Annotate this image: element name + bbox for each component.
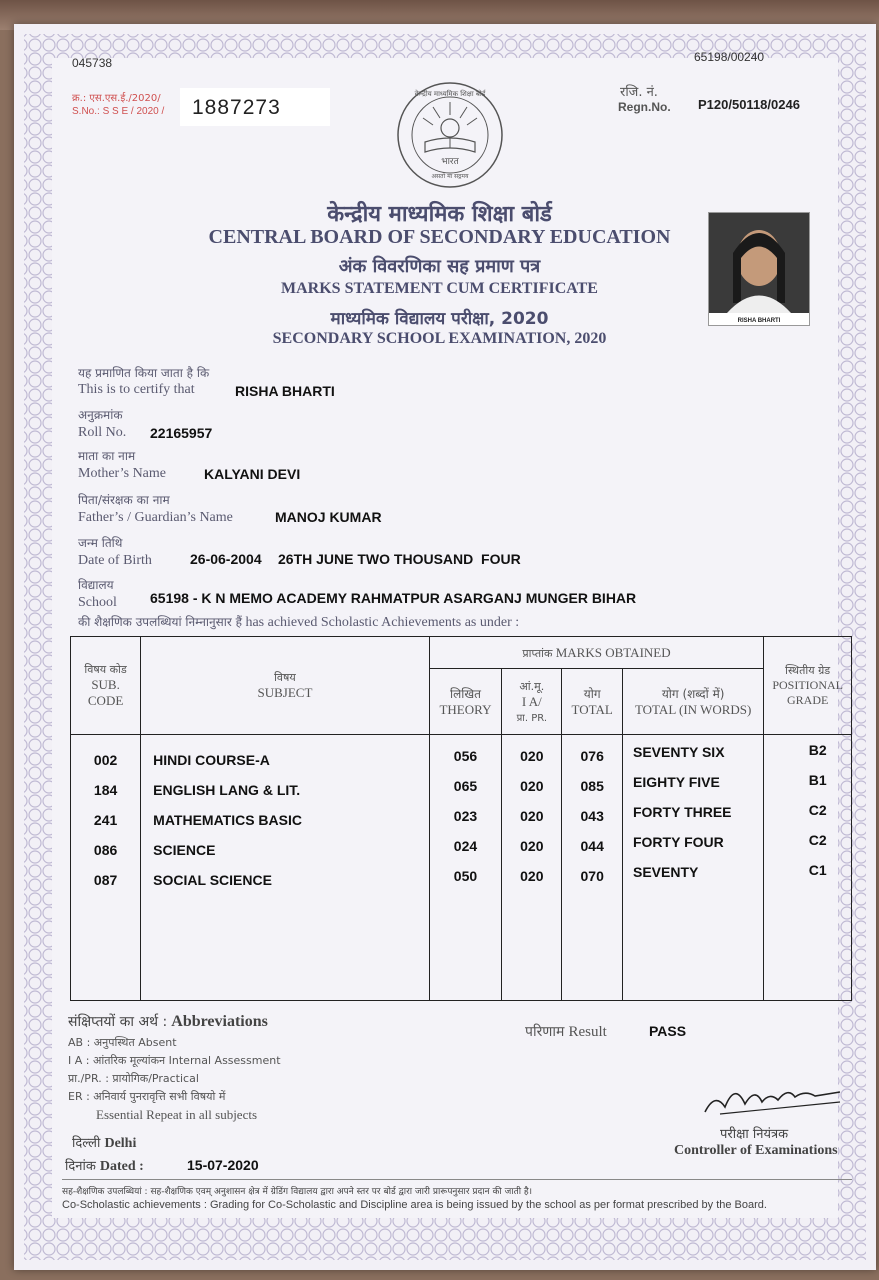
words-column [622,735,763,1001]
ia-mark: 020 [520,838,544,854]
total-in-words: FORTY FOUR [632,834,724,850]
regn-label-en: Regn.No. [618,100,671,114]
ia-column [502,735,562,1001]
ia-mark: 020 [520,868,544,884]
codes-column [71,735,141,1001]
board-name: CENTRAL BOARD OF SECONDARY EDUCATION [208,226,671,248]
abbr-item: AB : अनुपस्थित Absent [68,1036,177,1049]
certify-label-hindi: यह प्रमाणित किया जाता है कि [78,366,210,380]
regn-number: P120/50118/0246 [698,97,800,112]
theory-mark: 056 [453,748,478,764]
total-column [562,735,623,1001]
total-mark: 044 [580,838,604,854]
abbr-item-er: Essential Repeat in all subjects [96,1107,258,1122]
total-in-words: FORTY THREE [632,804,732,820]
subject-code: 086 [93,842,118,858]
dob-label: Date of Birth [78,553,152,568]
subject-code: 002 [93,752,118,768]
theory-mark: 065 [453,778,478,794]
col-header-grade: स्थितीय ग्रेड POSITIONAL GRADE [764,637,852,735]
total-mark: 076 [580,748,604,764]
positional-grade: B2 [808,742,827,758]
father-name: MANOJ KUMAR [275,509,382,525]
dob-value: 26-06-2004 [190,551,262,567]
father-label: Father’s / Guardian’s Name [78,510,233,525]
positional-grade: C1 [808,862,827,878]
positional-grade: C2 [808,832,827,848]
col-header-total: योग TOTAL [562,669,623,735]
subject-code: 241 [93,812,118,828]
col-header-marks-obtained: प्राप्तांक MARKS OBTAINED [429,637,764,669]
student-name: RISHA BHARTI [235,383,335,399]
col-header-theory: लिखित THEORY [429,669,502,735]
board-name-hindi: केन्द्रीय माध्यमिक शिक्षा बोर्ड [327,202,552,227]
school-name: 65198 - K N MEMO ACADEMY RAHMATPUR ASARGANJ MUNGER BIHAR [150,590,637,606]
controller-signature [700,1072,850,1122]
serial-top-left: 045738 [72,56,113,70]
theory-mark: 024 [453,838,478,854]
emblem-bottom-text: भारत [441,157,459,167]
total-in-words: SEVENTY [632,864,699,880]
result-label: परिणाम Result [525,1024,607,1040]
subject-name: MATHEMATICS BASIC [153,812,302,828]
total-in-words: EIGHTY FIVE [632,774,720,790]
mother-label: Mother’s Name [78,466,166,481]
positional-grade: C2 [808,802,827,818]
subject-name: SOCIAL SCIENCE [153,872,272,888]
subject-name: ENGLISH LANG & LIT. [153,782,301,798]
dated-label: दिनांक Dated : [65,1159,144,1174]
school-label: School [78,595,117,610]
student-photo [708,212,810,326]
roll-number: 22165957 [150,425,213,441]
certificate-title: MARKS STATEMENT CUM CERTIFICATE [281,280,598,297]
dob-label-hindi: जन्म तिथि [78,536,123,550]
subject-name: SCIENCE [153,842,216,858]
exam-title: SECONDARY SCHOOL EXAMINATION, 2020 [272,330,607,347]
sno-label-en: S.No.: S S E / 2020 / [72,106,165,117]
result-value: PASS [649,1023,687,1039]
col-header-code: विषय कोड SUB. CODE [71,637,141,735]
certificate-title-hindi: अंक विवरणिका सह प्रमाण पत्र [338,256,541,277]
ia-mark: 020 [520,748,544,764]
place-line: दिल्ली Delhi [72,1136,137,1151]
ia-mark: 020 [520,808,544,824]
total-mark: 070 [580,868,604,884]
abbr-item: प्रा./PR. : प्रायोगिक/Practical [68,1072,199,1085]
mother-label-hindi: माता का नाम [78,449,136,463]
theory-mark: 050 [453,868,478,884]
footer-note: Co-Scholastic achievements : Grading for Co-Scholastic and Discipline area is being issued by the school as per format prescribed by the Board. [62,1199,767,1211]
achievements-hindi: की शैक्षणिक उपलब्धियां निम्नानुसार हैं [78,615,242,629]
marks-table [70,636,852,1001]
theory-column [429,735,502,1001]
grade-column [764,735,852,1001]
emblem-top-text: केन्द्रीय माध्यमिक शिक्षा बोर्ड [414,90,486,98]
photo-caption: RISHA BHARTI [737,318,781,324]
achievements-line [78,613,519,631]
controller-title-hindi: परीक्षा नियंत्रक [720,1127,789,1142]
sno-label-hi: क्र.: एस.एस.ई./2020/ [72,93,161,104]
total-mark: 085 [580,778,604,794]
subject-name: HINDI COURSE-A [153,752,270,768]
roll-label: Roll No. [78,425,127,440]
dated-value: 15-07-2020 [187,1157,259,1173]
subject-code: 087 [93,872,118,888]
subjects-column [141,735,430,1001]
positional-grade: B1 [808,772,827,788]
cbse-emblem-icon [395,80,505,190]
exam-title-hindi: माध्यमिक विद्यालय परीक्षा, 2020 [330,309,549,329]
col-header-subject: विषय SUBJECT [141,637,430,735]
regn-label-hi: रजि. नं. [620,85,658,100]
mother-name: KALYANI DEVI [204,466,301,482]
abbreviations-list [68,1034,281,1124]
achievements-english: has achieved Scholastic Achievements as under : [245,615,520,630]
roll-label-hindi: अनुक्रमांक [78,408,123,422]
col-header-ia: आं.मू. I A/ प्रा. PR. [502,669,562,735]
father-label-hindi: पिता/संरक्षक का नाम [78,493,170,507]
subject-code: 184 [93,782,118,798]
abbr-item: ER : अनिवार्य पुनरावृत्ति सभी विषयो में [68,1090,226,1103]
school-label-hindi: विद्यालय [78,578,114,592]
abbr-item: I A : आंतरिक मूल्यांकन Internal Assessment [68,1054,281,1067]
serial-number: 1887273 [192,96,281,119]
total-in-words: SEVENTY SIX [632,744,725,760]
total-mark: 043 [580,808,604,824]
emblem-motto: असतो मा सद्गमय [431,173,469,180]
abbreviations-title: संक्षिप्तयों का अर्थ : Abbreviations [68,1013,268,1030]
theory-mark: 023 [453,808,478,824]
certify-label: This is to certify that [78,382,195,397]
serial-top-right: 65198/00240 [694,50,765,64]
ia-mark: 020 [520,778,544,794]
dob-words: 26TH JUNE TWO THOUSAND FOUR [278,551,521,567]
controller-title: Controller of Examinations [674,1143,838,1158]
col-header-total-words: योग (शब्दों में) TOTAL (IN WORDS) [622,669,763,735]
footer-note-hindi: सह-शैक्षणिक उपलब्धियां : सह-शैक्षणिक एवम् अनुशासन क्षेत्र में ग्रेडिंग विद्यालय द्वारा अपने स्तर पर बोर्ड द्वारा जारी प्रारूपनुसार प्रदान की जाती है। [62,1187,533,1197]
subject-code-list [72,745,139,895]
